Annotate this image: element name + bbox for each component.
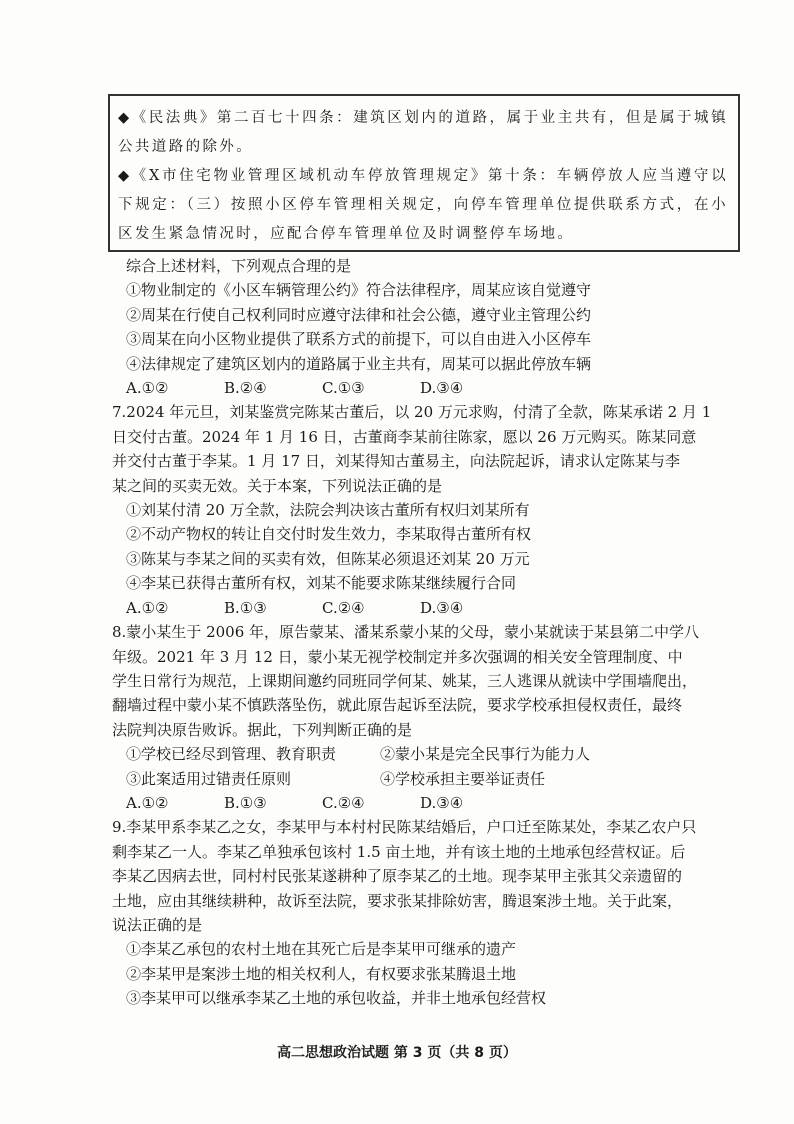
- page-footer: 高二思想政治试题 第 3 页（共 8 页）: [277, 1045, 517, 1061]
- question-stem-line: 某之间的买卖无效。关于本案，下列说法正确的是: [112, 476, 443, 495]
- material-paragraph-civil-code: ◆《民法典》第二百七十四条：建筑区划内的道路，属于业主共有，但是属于城镇公共道路的除外。: [118, 110, 728, 155]
- question-stem-line: 日交付古董。2024 年 1 月 16 日，古董商李某前往陈家，愿以 26 万元购买。陈某同意: [112, 427, 697, 446]
- question-stem-line: 土地，应由其继续耕种，故诉至法院，要求张某排除妨害，腾退案涉土地。关于此案，: [112, 891, 683, 910]
- statement-1: ①李某乙承包的农村土地在其死亡后是李某甲可继承的遗产: [126, 940, 517, 959]
- question-stem-line: 翻墙过程中蒙小某不慎跌落坠伤，就此原告起诉至法院，要求学校承担侵权责任，最终: [112, 696, 683, 715]
- question-stem-line: 并交付古董于李某。1 月 17 日，刘某得知古董易主，向法院起诉，请求认定陈某与李: [112, 452, 680, 471]
- statement-row: [126, 767, 742, 791]
- statement-2: ②李某甲是案涉土地的相关权利人，有权要求张某腾退土地: [126, 964, 517, 983]
- answer-options: [126, 376, 742, 400]
- statement-4: ④李某已获得古董所有权，刘某不能要求陈某继续履行合同: [126, 574, 517, 593]
- statement-4: ④学校承担主要举证责任: [380, 769, 546, 788]
- option-d: D.③④: [420, 793, 464, 812]
- questions-area: [112, 254, 742, 1011]
- option-d: D.③④: [420, 598, 464, 617]
- option-c: C.②④: [322, 598, 365, 617]
- statement-1: ①物业制定的《小区车辆管理公约》符合法律程序，周某应该自觉遵守: [126, 281, 592, 300]
- material-paragraph-parking-rule: ◆《X市住宅物业管理区域机动车停放管理规定》第十条：车辆停放人应当遵守以下规定：（三）按照小区停车管理相关规定，向停车管理单位提供联系方式，在小区发生紧急情况时，应配合停车管理单位及时调整停车场地。: [118, 168, 728, 242]
- statement-2: ②蒙小某是完全民事行为能力人: [380, 745, 591, 764]
- option-c: C.①③: [322, 379, 365, 398]
- answer-options: [126, 596, 742, 620]
- question-stem-line: 剩李某乙一人。李某乙单独承包该村 1.5 亩土地，并有该土地的土地承包经营权证。后: [112, 842, 686, 861]
- question-7: [112, 400, 742, 620]
- question-6: [126, 254, 742, 400]
- question-9: [112, 815, 742, 1010]
- option-d: D.③④: [420, 379, 464, 398]
- statement-3: ③李某甲可以继承李某乙土地的承包收益，并非土地承包经营权: [126, 989, 547, 1008]
- question-stem-line: 9.李某甲系李某乙之女，李某甲与本村村民陈某结婚后，户口迁至陈某处，李某乙农户只: [112, 818, 697, 837]
- statement-2: ②不动产物权的转让自交付时发生效力，李某取得古董所有权: [126, 525, 532, 544]
- option-a: A.①②: [126, 793, 169, 812]
- statement-4: ④法律规定了建筑区划内的道路属于业主共有，周某可以据此停放车辆: [126, 354, 592, 373]
- option-b: B.①③: [224, 793, 267, 812]
- statement-2: ②周某在行使自己权利同时应遵守法律和社会公德，遵守业主管理公约: [126, 305, 592, 324]
- material-box: [108, 94, 740, 252]
- statement-3: ③周某在向小区物业提供了联系方式的前提下，可以自由进入小区停车: [126, 330, 592, 349]
- statement-3: ③陈某与李某之间的买卖有效，但陈某必须退还刘某 20 万元: [126, 549, 530, 568]
- option-b: B.①③: [224, 598, 267, 617]
- answer-options: [126, 791, 742, 815]
- question-stem-line: 年级。2021 年 3 月 12 日，蒙小某无视学校制定并多次强调的相关安全管理制度、中: [112, 647, 683, 666]
- statement-3: ③此案适用过错责任原则: [126, 769, 292, 788]
- option-b: B.②④: [224, 379, 267, 398]
- option-c: C.②④: [322, 793, 365, 812]
- option-a: A.①②: [126, 598, 169, 617]
- statement-row: [126, 742, 742, 766]
- question-stem-line: 8.蒙小某生于 2006 年，原告蒙某、潘某系蒙小某的父母，蒙小某就读于某县第二中学八: [112, 623, 700, 642]
- statement-1: ①刘某付清 20 万全款，法院会判决该古董所有权归刘某所有: [126, 501, 530, 520]
- question-stem-line: 学生日常行为规范，上课期间邀约同班同学何某、姚某，三人逃课从就读中学围墙爬出，: [112, 671, 698, 690]
- question-8: [112, 620, 742, 815]
- question-stem: 综合上述材料，下列观点合理的是: [126, 257, 352, 275]
- option-a: A.①②: [126, 379, 169, 398]
- question-stem-line: 7.2024 年元旦，刘某鉴赏完陈某古董后，以 20 万元求购，付清了全款，陈某承诺 2 月 1: [112, 403, 712, 422]
- statement-1: ①学校已经尽到管理、教育职责: [126, 745, 337, 764]
- question-stem-line: 法院判决原告败诉。据此，下列判断正确的是: [112, 720, 413, 739]
- question-stem-line: 说法正确的是: [112, 915, 203, 934]
- question-stem-line: 李某乙因病去世，同村村民张某遂耕种了原李某乙的土地。现李某甲主张其父亲遗留的: [112, 867, 683, 886]
